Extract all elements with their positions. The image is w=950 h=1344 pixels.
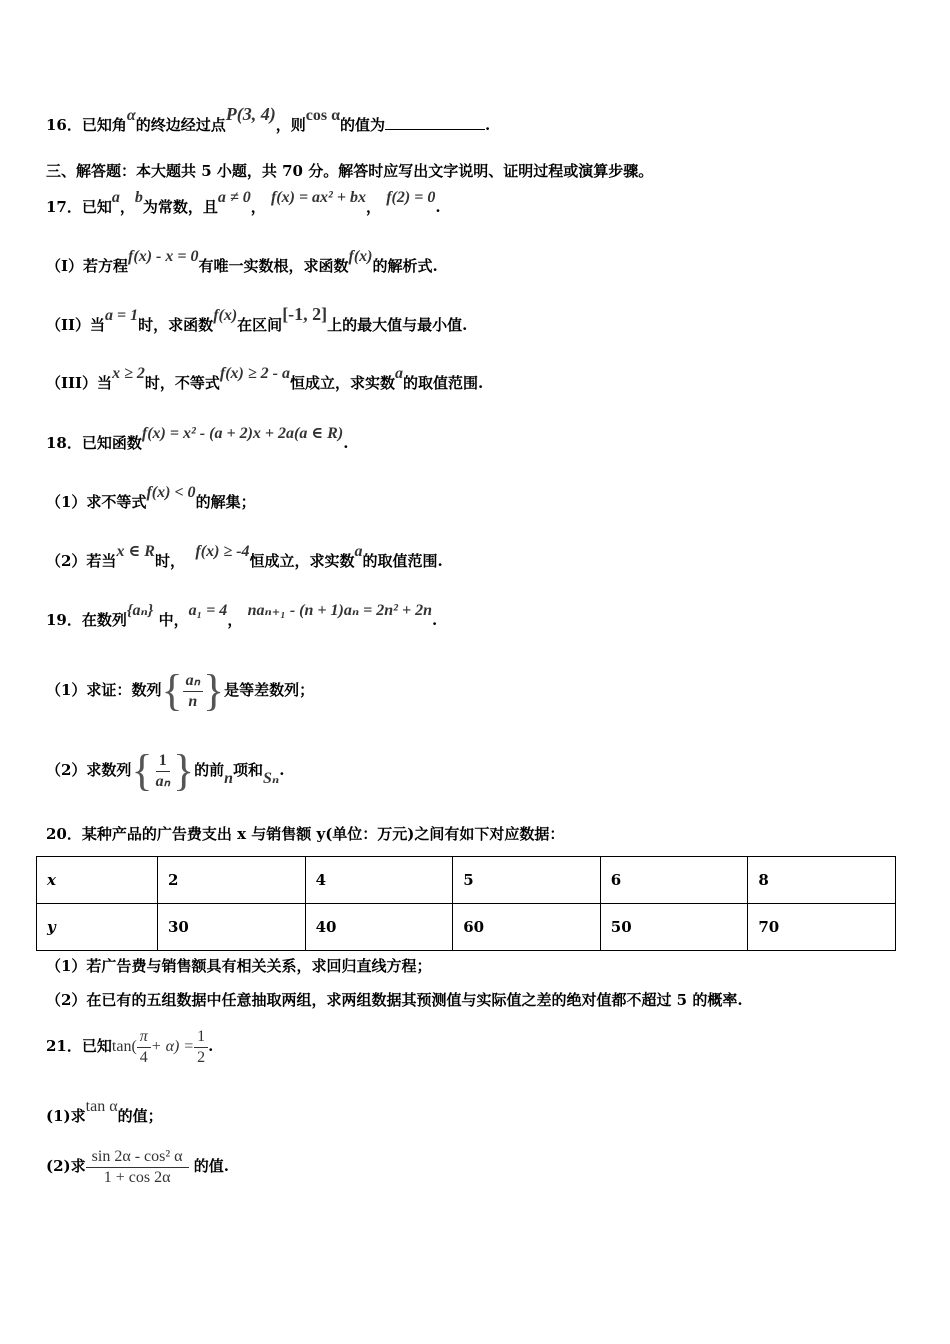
table-cell: x (37, 857, 158, 904)
part-text: 有唯一实数根，求函数 (198, 257, 349, 275)
part-text: 是等差数列； (224, 681, 315, 699)
part-label: （1）求证：数列 (46, 681, 162, 699)
fraction (86, 1147, 189, 1188)
q17 (46, 189, 441, 218)
q19-part2 (46, 740, 284, 800)
math-a: a (111, 189, 120, 206)
q17-part3 (46, 365, 484, 394)
brace-left: { (131, 746, 153, 795)
fraction (153, 751, 173, 792)
part-text: 的值； (117, 1107, 163, 1125)
q17-part2 (46, 304, 468, 336)
math-fx: f(x) (213, 307, 238, 324)
table-cell: 6 (600, 857, 748, 904)
comma: ， (119, 198, 135, 216)
part-label: （1）求不等式 (46, 493, 147, 511)
part-text: 的解析式. (372, 257, 438, 275)
brace-left: { (161, 666, 183, 715)
table-cell: 40 (305, 904, 453, 951)
answer-blank (385, 115, 485, 130)
table-row (37, 904, 896, 951)
q19-text2: 中， (158, 611, 189, 629)
math-alpha: α (126, 107, 136, 124)
period: . (435, 198, 441, 216)
section-heading: 三、解答题：本大题共 5 小题，共 70 分。解答时应写出文字说明、证明过程或演算步骤。 (46, 162, 654, 180)
comma: ， (365, 198, 381, 216)
table-cell: 5 (453, 857, 601, 904)
q21 (46, 1026, 213, 1070)
part-text: 时， (154, 552, 185, 570)
math-f2: f(2) = 0 (386, 189, 436, 206)
math-f: f(x) = x² - (a + 2)x + 2a(a ∈ R) (141, 425, 344, 442)
fraction-denominator: 2 (197, 1048, 206, 1066)
part-label: （2）求数列 (46, 761, 132, 779)
math-cond: x ∈ R (116, 543, 155, 560)
fraction (183, 671, 203, 712)
part-label: (2)求 (46, 1157, 86, 1175)
math-ineq: f(x) ≥ -4 (195, 543, 250, 560)
fraction-numerator: π (137, 1027, 151, 1048)
q16-text: 已知角 (81, 116, 127, 134)
math-ineq: f(x) ≥ 2 - a (219, 365, 290, 382)
q19-text: 在数列 (81, 611, 127, 629)
math-tan: tan α (85, 1098, 118, 1115)
part-text: 的值. (193, 1157, 229, 1175)
table-cell: 60 (453, 904, 601, 951)
period: . (485, 116, 491, 134)
q20-part2: （2）在已有的五组数据中任意抽取两组，求两组数据其预测值与实际值之差的绝对值都不超过 5 的概率. (46, 991, 743, 1009)
part-text: 上的最大值与最小值. (327, 316, 468, 334)
q21-text: 已知 (81, 1037, 112, 1055)
table-cell: 2 (158, 857, 306, 904)
table-cell: 50 (600, 904, 748, 951)
comma: ， (250, 198, 266, 216)
math-tan: tan( (111, 1038, 137, 1055)
math-a: a (354, 543, 363, 560)
q19-part1 (46, 660, 314, 720)
q16-text2: 的终边经过点 (135, 116, 226, 134)
table-cell: y (37, 904, 158, 951)
q21-part2 (46, 1144, 229, 1192)
q18-part2 (46, 543, 443, 572)
part-text: 恒成立，求实数 (289, 374, 395, 392)
q17-text: 已知 (81, 198, 112, 216)
part-text: 的解集； (195, 493, 256, 511)
part-label: （III）当 (46, 374, 113, 392)
q17-text2: 为常数，且 (142, 198, 218, 216)
table-row (37, 857, 896, 904)
part-text: 时，不等式 (144, 374, 220, 392)
period: . (208, 1037, 214, 1055)
fraction-denominator: aₙ (155, 772, 170, 790)
comma: ， (227, 611, 243, 629)
part-text: 的前 (194, 761, 225, 779)
q21-number: 21． (46, 1037, 82, 1055)
fraction-denominator: n (188, 692, 198, 710)
fraction-numerator: 1 (194, 1027, 208, 1048)
q19-number: 19． (46, 611, 82, 629)
q20-intro: 20．某种产品的广告费支出 x 与销售额 y(单位：万元)之间有如下对应数据： (46, 825, 565, 843)
q16-text3: ，则 (275, 116, 306, 134)
fraction-numerator: 1 (156, 751, 170, 772)
math-eq: f(x) - x = 0 (128, 248, 199, 265)
math-seq: {aₙ} (126, 602, 154, 619)
table-cell: 8 (748, 857, 896, 904)
q18 (46, 425, 349, 454)
math-cond: a = 1 (105, 307, 139, 324)
math-ineq: f(x) < 0 (146, 484, 196, 501)
q16-text4: 的值为 (340, 116, 386, 134)
q17-number: 17． (46, 198, 82, 216)
q16-number: 16． (46, 116, 82, 134)
math-b: b (134, 189, 143, 206)
math-n: n (224, 770, 233, 787)
math-cos: cos α (305, 107, 341, 124)
period: . (431, 611, 438, 629)
period: . (279, 761, 285, 779)
part-label: (1)求 (46, 1107, 86, 1125)
math-recurrence: naₙ₊₁ - (n + 1)aₙ = 2n² + 2n (247, 602, 432, 619)
q16 (46, 104, 491, 136)
part-text: 项和 (233, 761, 264, 779)
fraction-denominator: 4 (139, 1048, 148, 1066)
part-text: 时，求函数 (138, 316, 214, 334)
q20-part1: （1）若广告费与销售额具有相关关系，求回归直线方程； (46, 957, 432, 975)
q21-part1 (46, 1098, 163, 1127)
math-f: f(x) = ax² + bx (270, 189, 366, 206)
period: . (343, 434, 349, 452)
math-plus: + α) = (150, 1038, 195, 1055)
math-a: a (394, 365, 403, 382)
math-sn: Sₙ (263, 770, 280, 787)
part-text: 的取值范围. (402, 374, 484, 392)
math-cond: a ≠ 0 (217, 189, 251, 206)
part-text: 的取值范围. (362, 552, 443, 570)
part-label: （I）若方程 (46, 257, 129, 275)
fraction-numerator: aₙ (183, 671, 203, 692)
math-interval: [-1, 2] (282, 304, 328, 324)
math-cond: x ≥ 2 (112, 365, 145, 382)
table-cell: 4 (305, 857, 453, 904)
fraction-numerator: sin 2α - cos² α (86, 1147, 189, 1168)
fraction (194, 1027, 208, 1068)
part-label: （2）若当 (46, 552, 117, 570)
math-a1: a₁ = 4 (188, 602, 228, 619)
math-fx: f(x) (348, 248, 373, 265)
brace-right: } (202, 666, 225, 715)
q18-number: 18． (46, 434, 82, 452)
data-table (36, 856, 896, 951)
part-text: 在区间 (237, 316, 283, 334)
brace-right: } (172, 746, 195, 795)
fraction (137, 1027, 151, 1068)
math-point: P(3, 4) (225, 104, 276, 124)
table-cell: 30 (158, 904, 306, 951)
part-label: （II）当 (46, 316, 106, 334)
fraction-denominator: 1 + cos 2α (103, 1168, 171, 1186)
q18-part1 (46, 484, 256, 513)
q18-text: 已知函数 (81, 434, 142, 452)
part-text: 恒成立，求实数 (249, 552, 355, 570)
q19 (46, 602, 438, 631)
table-cell: 70 (748, 904, 896, 951)
q17-part1 (46, 248, 438, 277)
